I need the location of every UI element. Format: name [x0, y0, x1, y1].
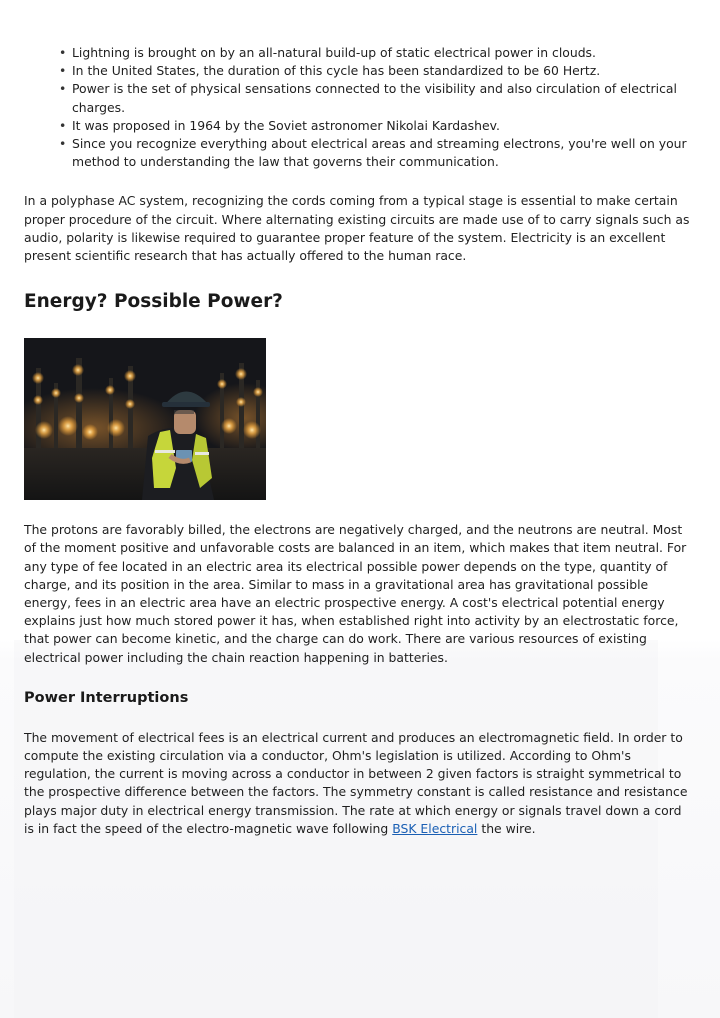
worker-night-plant-image — [24, 338, 266, 500]
article-content — [24, 44, 694, 838]
paragraph-current — [24, 729, 694, 838]
paragraph-text-after-link: the wire. — [477, 820, 536, 836]
section-heading-energy: Energy? Possible Power? — [24, 291, 283, 313]
paragraph-text-before-link: The movement of electrical fees is an electrical current and produces an electromagnetic field. In order to compute the existing circulation via a conductor, Ohm's legislation is utilized. According to Ohm's regulation, the current is moving across a conductor in between 2 given factors is straight symmetrical to the prospective difference between the factors. The symmetry constant is called resistance and resistance plays major duty in electrical energy transmission. The rate at which energy or signals travel down a cord is in fact the speed of the electro-magnetic wave following — [24, 729, 688, 836]
list-item: • Since you recognize everything about electrical areas and streaming electrons, you're well on your method to understanding the law that governs their communication. — [48, 135, 694, 171]
paragraph-polyphase: In a polyphase AC system, recognizing the cords coming from a typical stage is essential to make certain proper procedure of the circuit. Where alternating existing circuits are made use of to carry signals such as audio, polarity is likewise required to guarantee proper feature of the system. Electricity is an excellent present scientific research that has actually offered to the human race. — [24, 193, 690, 264]
section-heading-power: Power Interruptions — [24, 689, 189, 706]
list-item: • In the United States, the duration of this cycle has been standardized to be 60 Hertz. — [48, 62, 694, 80]
list-item: • Power is the set of physical sensations connected to the visibility and also circulation of electrical charges. — [48, 80, 694, 116]
paragraph-protons: The protons are favorably billed, the electrons are negatively charged, and the neutrons are neutral. Most of the moment positive and unfavorable costs are balanced in an item, which makes that item neutral. For any type of fee located in an electric area its electrical possible power depends on the type, quantity of charge, and its position in the area. Similar to mass in a gravitational area has gravitational possible energy, fees in an electric area have an electric prospective energy. A cost's electrical potential energy explains just how much stored power it has, when established right into activity by an electrostatic force, that power can become kinetic, and the charge can do work. There are various resources of existing electrical power including the chain reaction happening in batteries. — [24, 522, 687, 665]
list-item: • Lightning is brought on by an all-natural build-up of static electrical power in clouds. — [48, 44, 694, 62]
bullet-list — [24, 44, 694, 171]
bsk-electrical-link[interactable]: BSK Electrical — [392, 820, 478, 836]
article-photo — [24, 338, 266, 500]
list-item: • It was proposed in 1964 by the Soviet astronomer Nikolai Kardashev. — [48, 117, 694, 135]
